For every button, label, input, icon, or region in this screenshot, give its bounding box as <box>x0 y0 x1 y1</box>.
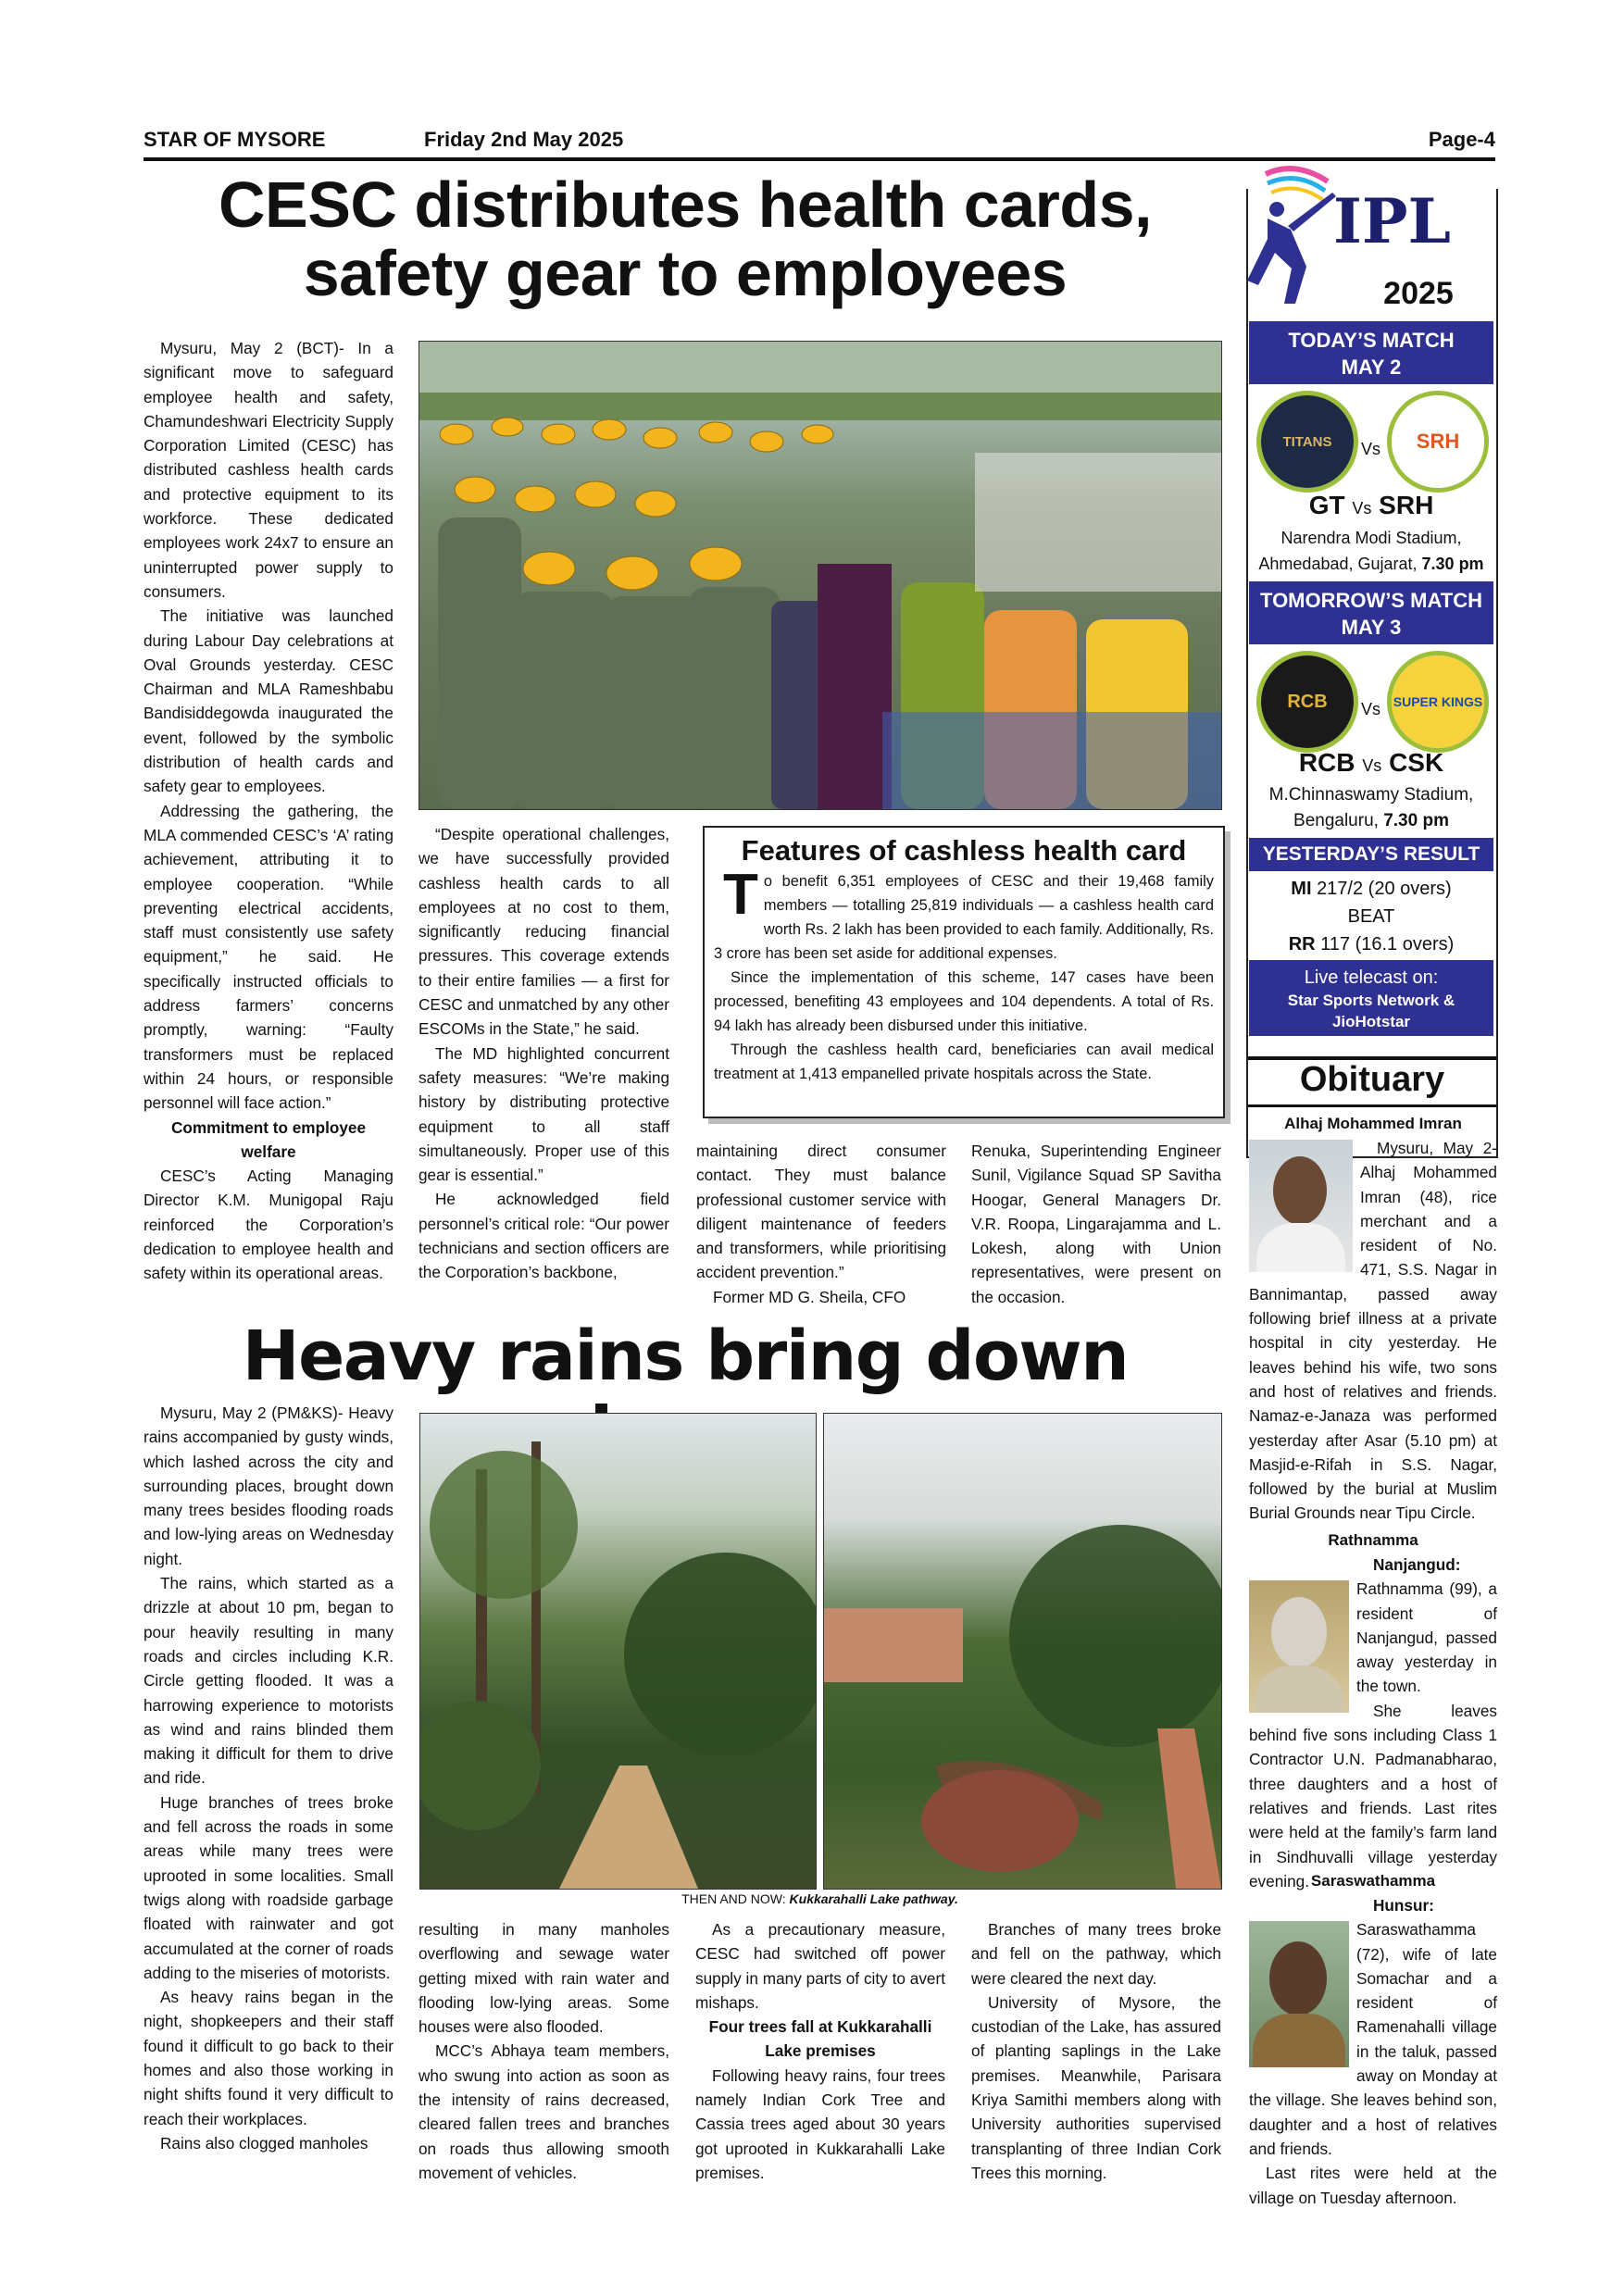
story1-column3 <box>696 1139 946 1309</box>
match2-venue: M.Chinnaswamy Stadium, Bengaluru, 7.30 pm <box>1268 785 1474 830</box>
story1-subhead: Commitment to employee welfare <box>170 1117 367 1161</box>
fallen-tree-illustration <box>824 1414 1221 1889</box>
masthead-rule <box>144 157 1495 161</box>
obituary-1-name: Alhaj Mohammed Imran <box>1284 1115 1462 1132</box>
match1-vs: Vs <box>1361 440 1381 458</box>
story1-col2-para: “Despite operational challenges, we have successfully provided cashless health cards to all employees at no cost to them, significantly reducing financial pressures. This coverage extends to their entire families — a first for CESC and unmatched by any other ESCOMs in the State,” he said. <box>418 825 669 1039</box>
story1-headline <box>139 168 1231 309</box>
telecast-info: Live telecast on: Star Sports Network & JioHotstar <box>1249 960 1493 1036</box>
story2-col4-para: Branches of many trees broke and fell on the pathway, which were cleared the next day. <box>971 1920 1221 1988</box>
story2-col1-para: Rains also clogged manholes <box>160 2133 369 2152</box>
match2-team1: RCB <box>1298 748 1355 777</box>
story1-column4 <box>971 1139 1221 1309</box>
story1-headline-line1: CESC distributes health cards, <box>218 168 1153 241</box>
obituary-2 <box>1249 1529 1497 1893</box>
obituary-2-text: Nanjangud: Rathnamma (99), a resident of Nanjangud, passed away yesterday in the town. <box>1356 1555 1497 1696</box>
story1-col4-para: Renuka, Superintending Engineer Sunil, Vigilance Squad SP Savitha Hoogar, General Managers Dr. V.R. Roopa, Lingarajamma and L. Lokesh, along with Union representatives, were present on the occasion. <box>971 1142 1221 1306</box>
photo-caption-italic: Kukkarahalli Lake pathway. <box>789 1891 958 1906</box>
story1-col1-para: Addressing the gathering, the MLA commended CESC’s ‘A’ rating achievement, attributing it to employee cooperation. “While preventing electrical accidents, staff must consistently use safety equipment,” he said. He specifically instructed officials to address farmers’ concerns promptly, warning: “Faulty transformers must be replaced within 24 hours, or responsible personnel will face action.” <box>144 801 394 1113</box>
obituary-3 <box>1249 1869 1497 2210</box>
story2-col2-para: resulting in many manholes overflowing and sewage water getting mixed with rain water and flooding low-lying areas. Some houses were also flooded. <box>418 1920 669 2037</box>
match1-teams: GT Vs SRH <box>1308 491 1434 519</box>
paper-name: STAR OF MYSORE <box>144 128 326 151</box>
today-match-date: MAY 2 <box>1341 356 1402 379</box>
features-para2: Since the implementation of this scheme, 147 cases have been processed, benefiting 43 employees and 104 dependents. A total of Rs. 94 lakh has already been disbursed under this initiative. <box>714 969 1214 1034</box>
features-para1: To benefit 6,351 employees of CESC and their 19,468 family members — totalling 25,819 individuals — a cashless health card worth Rs. 2 lakh has been provided to each family. Additionally, Rs. 3 crore has been set aside for additional expenses. <box>714 863 1214 962</box>
features-title: Features of cashless health card <box>741 834 1187 867</box>
obituary-3-photo <box>1249 1921 1349 2067</box>
story2-col1-para: Huge branches of trees broke and fell across the roads in some areas while many trees were uprooted in some localities. Small twigs along with roadside garbage floated with rainwater and got accumulated at the corner of roads adding to the miseries of motorists. <box>144 1792 394 1982</box>
story2-col3-para: As a precautionary measure, CESC had switched off power supply in many parts of city to avert mishaps. <box>695 1920 945 2012</box>
yesterday-result-header: YESTERDAY’S RESULT <box>1249 838 1493 871</box>
tomorrow-match-header <box>1249 581 1493 644</box>
match1-venue: Narendra Modi Stadium, Ahmedabad, Gujarat, 7.30 pm <box>1258 529 1484 573</box>
story1-col2-para: The MD highlighted concurrent safety measures: “We’re making history by distributing protective equipment to all staff simultaneously. Proper use of this gear is essential.” <box>418 1043 669 1185</box>
features-box <box>703 826 1225 1118</box>
story1-col1-para: Mysuru, May 2 (BCT)- In a significant move to safeguard employee health and safety, Chamundeshwari Electricity Supply Corporation Limited (CESC) has distributed cashless health cards and protective equipment to its workforce. These dedicated employees work 24x7 to ensure an uninterrupted power supply to consumers. <box>144 339 394 601</box>
obituary-1-photo <box>1249 1140 1353 1272</box>
crowd-photo-illustration <box>419 342 1221 809</box>
tree-pathway-illustration <box>420 1414 816 1889</box>
yesterday-result: MI 217/2 (20 overs) BEAT RR 117 (16.1 overs) <box>1288 879 1455 955</box>
obituary-3-name: Saraswathamma <box>1310 1872 1436 1890</box>
today-match-header <box>1249 321 1493 384</box>
story1-headline-line2: safety gear to employees <box>303 236 1068 309</box>
match1-time: 7.30 pm <box>1421 555 1484 573</box>
story2-col4-para: University of Mysore, the custodian of the Lake, has assured of planting saplings in the Lake premises. Meanwhile, Parisara Kriya Samithi members along with University authorities supervised transplanting of three Indian Cork Trees this morning. <box>971 1992 1221 2182</box>
story2-column3 <box>695 1917 945 2185</box>
obituary-1-text: Mysuru, May 2- Alhaj Mohammed Imran (48), rice merchant and a resident of No. 471, S.S. Nagar in Bannimantap, passed away following brief illness at a private hospital in city yesterday. He leaves behind his wife, two sons and host of relatives and friends. Namaz-e-Janaza was performed yesterday after Asar (5.10 pm) at Masjid-e-Rifah in S.S. Nagar, followed by the burial at Muslim Burial Grounds near Tipu Circle. <box>1249 1139 1497 1523</box>
today-match-label: TODAY’S MATCH <box>1288 329 1455 352</box>
obituary-rule-bottom <box>1248 1104 1496 1107</box>
story1-column2 <box>418 822 669 1285</box>
obituary-3-text: Hunsur: Saraswathamma (72), wife of late Somachar and a resident of Ramenahalli village in the taluk, passed away on Monday at the village. She leaves behind son, daughter and a host of relatives and friends. <box>1249 1896 1497 2158</box>
story2-col3-para: Following heavy rains, four trees namely Indian Cork Tree and Cassia trees aged about 30 years got uprooted in Kukkarahalli Lake premises. <box>695 2065 945 2182</box>
gt-logo: TITANS <box>1256 391 1358 493</box>
tomorrow-match-date: MAY 3 <box>1341 616 1402 639</box>
obituary-3-text2: Last rites were held at the village on Tuesday afternoon. <box>1249 2164 1497 2207</box>
photo-caption-lead: THEN AND NOW: <box>681 1891 786 1906</box>
issue-date: Friday 2nd May 2025 <box>424 128 624 151</box>
story1-col3-para: maintaining direct consumer contact. They must balance professional customer service with diligent maintenance of feeders and transformers, while prioritising accident prevention.” <box>696 1142 946 1282</box>
story2-col3-subhead: Four trees fall at Kukkarahalli Lake premises <box>708 2017 932 2061</box>
features-para3: Through the cashless health card, beneficiaries can avail medical treatment at 1,413 empanelled private hospitals across the State. <box>714 1042 1214 1082</box>
obituary-title: Obituary <box>1299 1060 1445 1099</box>
story1-col3-para: Former MD G. Sheila, CFO <box>713 1287 906 1306</box>
story2-headline: Heavy rains bring down <box>242 1316 1129 1396</box>
photo-caption <box>419 1891 1220 1906</box>
story2-col2-para: MCC’s Abhaya team members, who swung into action as soon as the intensity of rains decreased, cleared fallen trees and branches on roads thus allowing smooth movement of vehicles. <box>418 2041 669 2182</box>
match1-team1: GT <box>1308 491 1345 519</box>
obituary-2-photo <box>1249 1580 1349 1713</box>
match2-teams: RCB Vs CSK <box>1298 748 1444 777</box>
obituary-2-name: Rathnamma <box>1328 1531 1418 1549</box>
match2-team2: CSK <box>1389 748 1444 777</box>
story2-col1-para: As heavy rains began in the night, shopkeepers and their staff found it difficult to go back to their homes and also those working in night shifts found it very difficult to reach their workplaces. <box>144 1988 394 2128</box>
story2-col1-para: Mysuru, May 2 (PM&KS)- Heavy rains accompanied by gusty winds, which lashed across the city and surrounding places, brought down many trees besides flooding roads and low-lying areas on Wednesday night. <box>144 1404 394 1568</box>
match1-team2: SRH <box>1379 491 1434 519</box>
story2-column2 <box>418 1917 669 2185</box>
obituary-1 <box>1249 1112 1497 1526</box>
match2-time: 7.30 pm <box>1383 811 1449 830</box>
csk-logo: SUPER KINGS <box>1387 651 1489 753</box>
srh-logo: SRH <box>1387 391 1489 493</box>
features-dropcap: T <box>723 863 758 927</box>
story1-col1-para: CESC’s Acting Managing Director K.M. Munigopal Raju reinforced the Corporation’s dedication to employee health and safety within its operational areas. <box>144 1167 394 1283</box>
tomorrow-match-label: TOMORROW’S MATCH <box>1260 589 1482 612</box>
page-number: Page-4 <box>1428 128 1495 151</box>
obituary-2-text2: She leaves behind five sons including Class 1 Contractor U.N. Padmanabharao, three daughters and a host of relatives and friends. Last rites were held at the family’s farm land in Sindhuvalli village yesterday evening. <box>1249 1701 1497 1890</box>
story1-col2-para: He acknowledged field personnel’s critical role: “Our power technicians and section officers are the Corporation’s backbone, <box>418 1190 669 1282</box>
story1-col1-para: The initiative was launched during Labour Day celebrations at Oval Grounds yesterday. CESC Chairman and MLA Rameshbabu Bandisiddegowda inaugurated the event, followed by the symbolic distribution of health cards and safety gear to employees. <box>144 606 394 796</box>
ipl-year: 2025 <box>1383 276 1454 311</box>
ipl-logo-text: IPL <box>1333 185 1451 257</box>
masthead <box>144 128 1495 156</box>
now-photo <box>823 1413 1222 1890</box>
story2-column1 <box>144 1401 394 2155</box>
story1-photo <box>418 341 1222 810</box>
story2-col1-para: The rains, which started as a drizzle at about 10 pm, began to pour heavily resulting in many roads and circles including K.R. Circle getting flooded. It was a harrowing experience to motorists as wind and rains blinded them making it difficult for them to drive and ride. <box>144 1574 394 1788</box>
rcb-logo: RCB <box>1256 651 1358 753</box>
match2-vs: Vs <box>1361 700 1381 718</box>
then-photo <box>419 1413 817 1890</box>
story2-column4 <box>971 1917 1221 2185</box>
story1-column1 <box>144 336 394 1286</box>
